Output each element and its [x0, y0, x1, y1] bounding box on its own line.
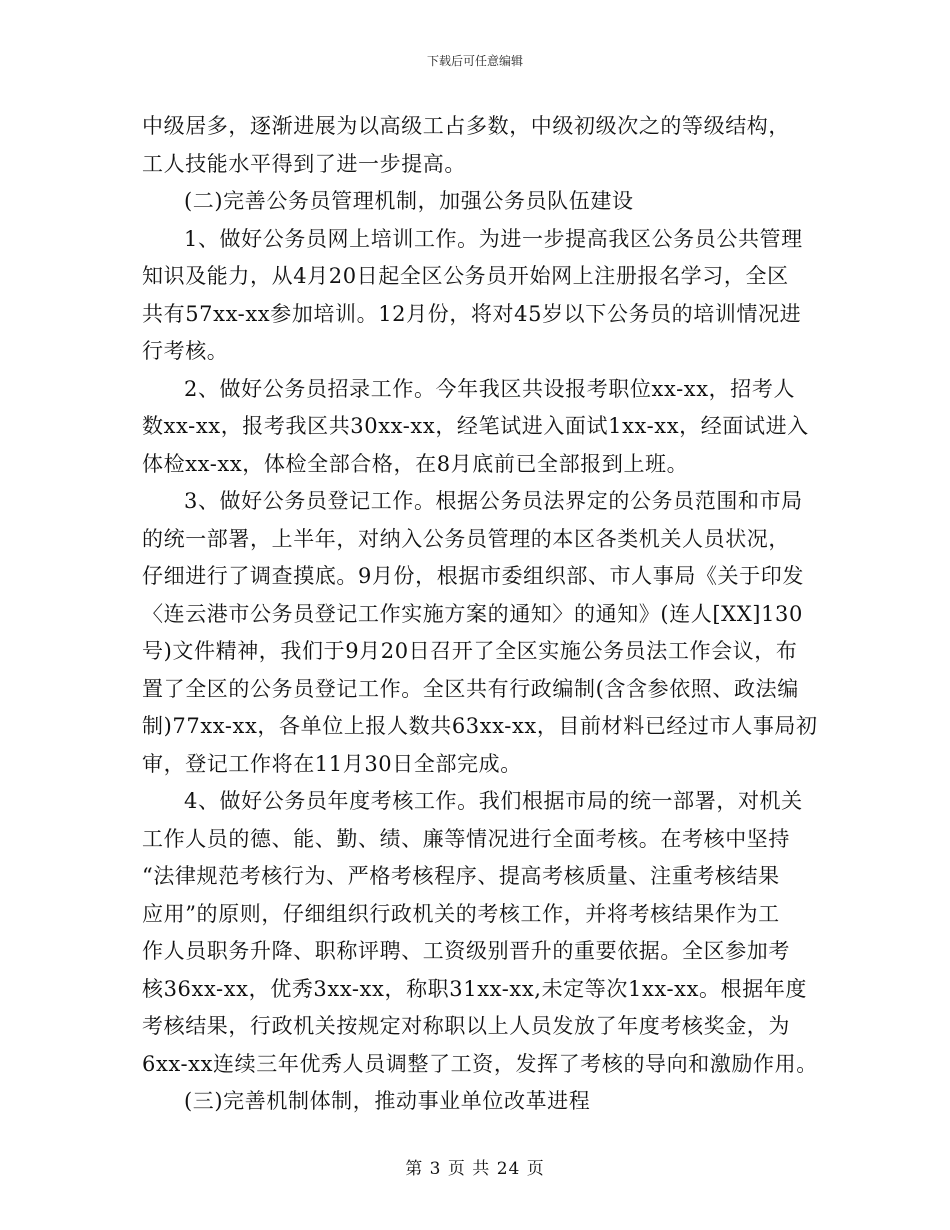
text-line: 仔细进行了调查摸底。9月份，根据市委组织部、市人事局《关于印发	[142, 564, 804, 588]
page-header: 下载后可任意编辑	[426, 54, 523, 68]
text-line: 制)77xx-xx，各单位上报人数共63xx-xx，目前材料已经过市人事局初	[142, 714, 818, 738]
text-line: 共有57xx-xx参加培训。12月份，将对45岁以下公务员的培训情况进	[142, 301, 802, 326]
text-line: 知识及能力，从4月20日起全区公务员开始网上注册报名学习，全区	[142, 264, 789, 288]
text-line: 核36xx-xx，优秀3xx-xx，称职31xx-xx,未定等次1xx-xx。根据年度	[142, 976, 808, 1001]
paragraph-start: 1、做好公务员网上培训工作。为进一步提高我区公务员公共管理	[184, 226, 803, 251]
text-line: 作人员职务升降、职称评聘、工资级别晋升的重要依据。全区参加考	[142, 939, 790, 963]
document-body	[142, 108, 818, 1121]
text-line: 数xx-xx，报考我区共30xx-xx，经笔试进入面试1xx-xx，经面试进入	[142, 414, 809, 438]
paragraph-start: 4、做好公务员年度考核工作。我们根据市局的统一部署，对机关	[184, 789, 803, 813]
text-line: 工人技能水平得到了进一步提高。	[142, 151, 466, 176]
text-line: 工作人员的德、能、勤、绩、廉等情况进行全面考核。在考核中坚持	[142, 826, 790, 851]
text-line: 的统一部署，上半年，对纳入公务员管理的本区各类机关人员状况，	[142, 526, 790, 551]
paragraph-start: 3、做好公务员登记工作。根据公务员法界定的公务员范围和市局	[184, 489, 803, 513]
section-heading: (三)完善机制体制，推动事业单位改革进程	[184, 1089, 591, 1113]
text-line: 应用”的原则，仔细组织行政机关的考核工作，并将考核结果作为工	[142, 901, 780, 926]
text-line: “法律规范考核行为、严格考核程序、提高考核质量、注重考核结果	[142, 864, 780, 888]
text-line: 〈连云港市公务员登记工作实施方案的通知〉的通知》(连人[XX]130	[142, 601, 803, 626]
text-line: 审，登记工作将在11月30日全部完成。	[142, 751, 522, 776]
paragraph-start: 2、做好公务员招录工作。今年我区共设报考职位xx-xx，招考人	[184, 376, 796, 401]
page-number: 第 3 页 共 24 页	[405, 1159, 545, 1179]
text-line: 置了全区的公务员登记工作。全区共有行政编制(含含参依照、政法编	[142, 676, 799, 701]
section-heading: (二)完善公务员管理机制，加强公务员队伍建设	[184, 189, 634, 213]
text-line: 6xx-xx连续三年优秀人员调整了工资，发挥了考核的导向和激励作用。	[142, 1051, 818, 1076]
text-line: 号)文件精神，我们于9月20日召开了全区实施公务员法工作会议，布	[142, 639, 798, 663]
text-line: 考核结果，行政机关按规定对称职以上人员发放了年度考核奖金，为	[142, 1014, 790, 1038]
text-line: 体检xx-xx，体检全部合格，在8月底前已全部报到上班。	[142, 451, 689, 476]
text-line: 行考核。	[142, 339, 229, 363]
text-line: 中级居多，逐渐进展为以高级工占多数，中级初级次之的等级结构，	[142, 114, 790, 138]
